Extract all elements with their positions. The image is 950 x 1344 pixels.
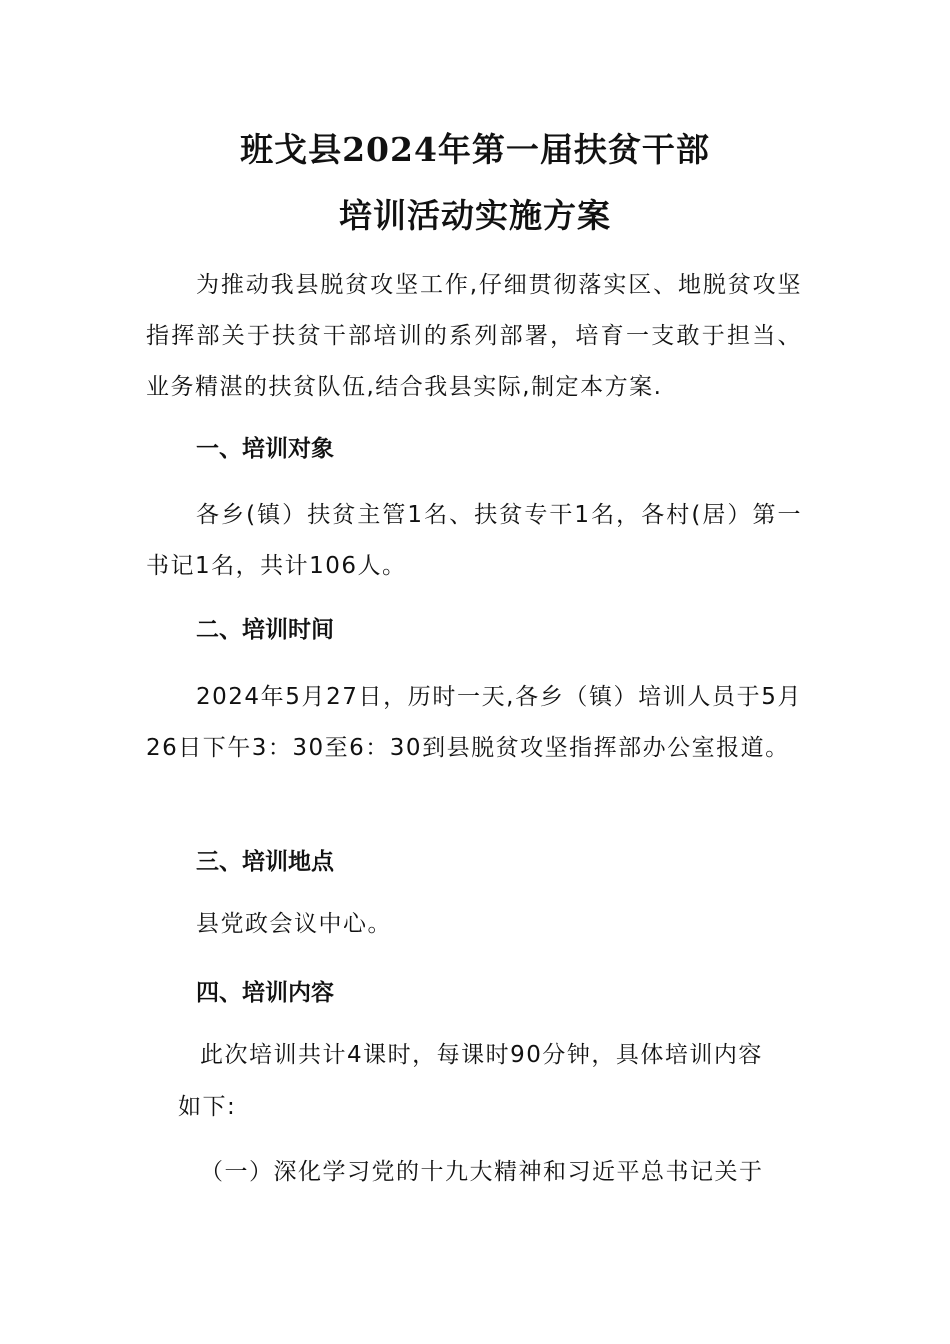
section-body-targets: 各乡(镇）扶贫主管1名、扶贫专干1名，各村(居）第一书记1名，共计106人。 bbox=[146, 502, 802, 579]
intro-paragraph: 为推动我县脱贫攻坚工作,仔细贯彻落实区、地脱贫攻坚指挥部关于扶贫干部培训的系列部署，培育一支敢于担当、业务精湛的扶贫队伍,结合我县实际,制定本方案. bbox=[146, 272, 802, 400]
section-heading-content: 四、培训内容 bbox=[196, 980, 334, 1006]
section-body-content-line-2: 如下: bbox=[178, 1094, 237, 1120]
document-title-line-2: 培训活动实施方案 bbox=[339, 196, 611, 235]
section-heading-location: 三、培训地点 bbox=[196, 849, 334, 875]
section-body-location: 县党政会议中心。 bbox=[196, 911, 392, 937]
section-body-time: 2024年5月27日，历时一天,各乡（镇）培训人员于5月26日下午3：30至6：30到县脱贫攻坚指挥部办公室报道。 bbox=[146, 684, 802, 761]
section-heading-targets: 一、培训对象 bbox=[196, 436, 334, 462]
section-heading-time: 二、培训时间 bbox=[196, 617, 334, 643]
section-body-content-line-1: 此次培训共计4课时，每课时90分钟，具体培训内容 bbox=[200, 1042, 763, 1068]
document-title-line-1: 班戈县2024年第一届扶贫干部 bbox=[240, 130, 710, 169]
content-sub-item-1: （一）深化学习党的十九大精神和习近平总书记关于 bbox=[200, 1159, 764, 1185]
